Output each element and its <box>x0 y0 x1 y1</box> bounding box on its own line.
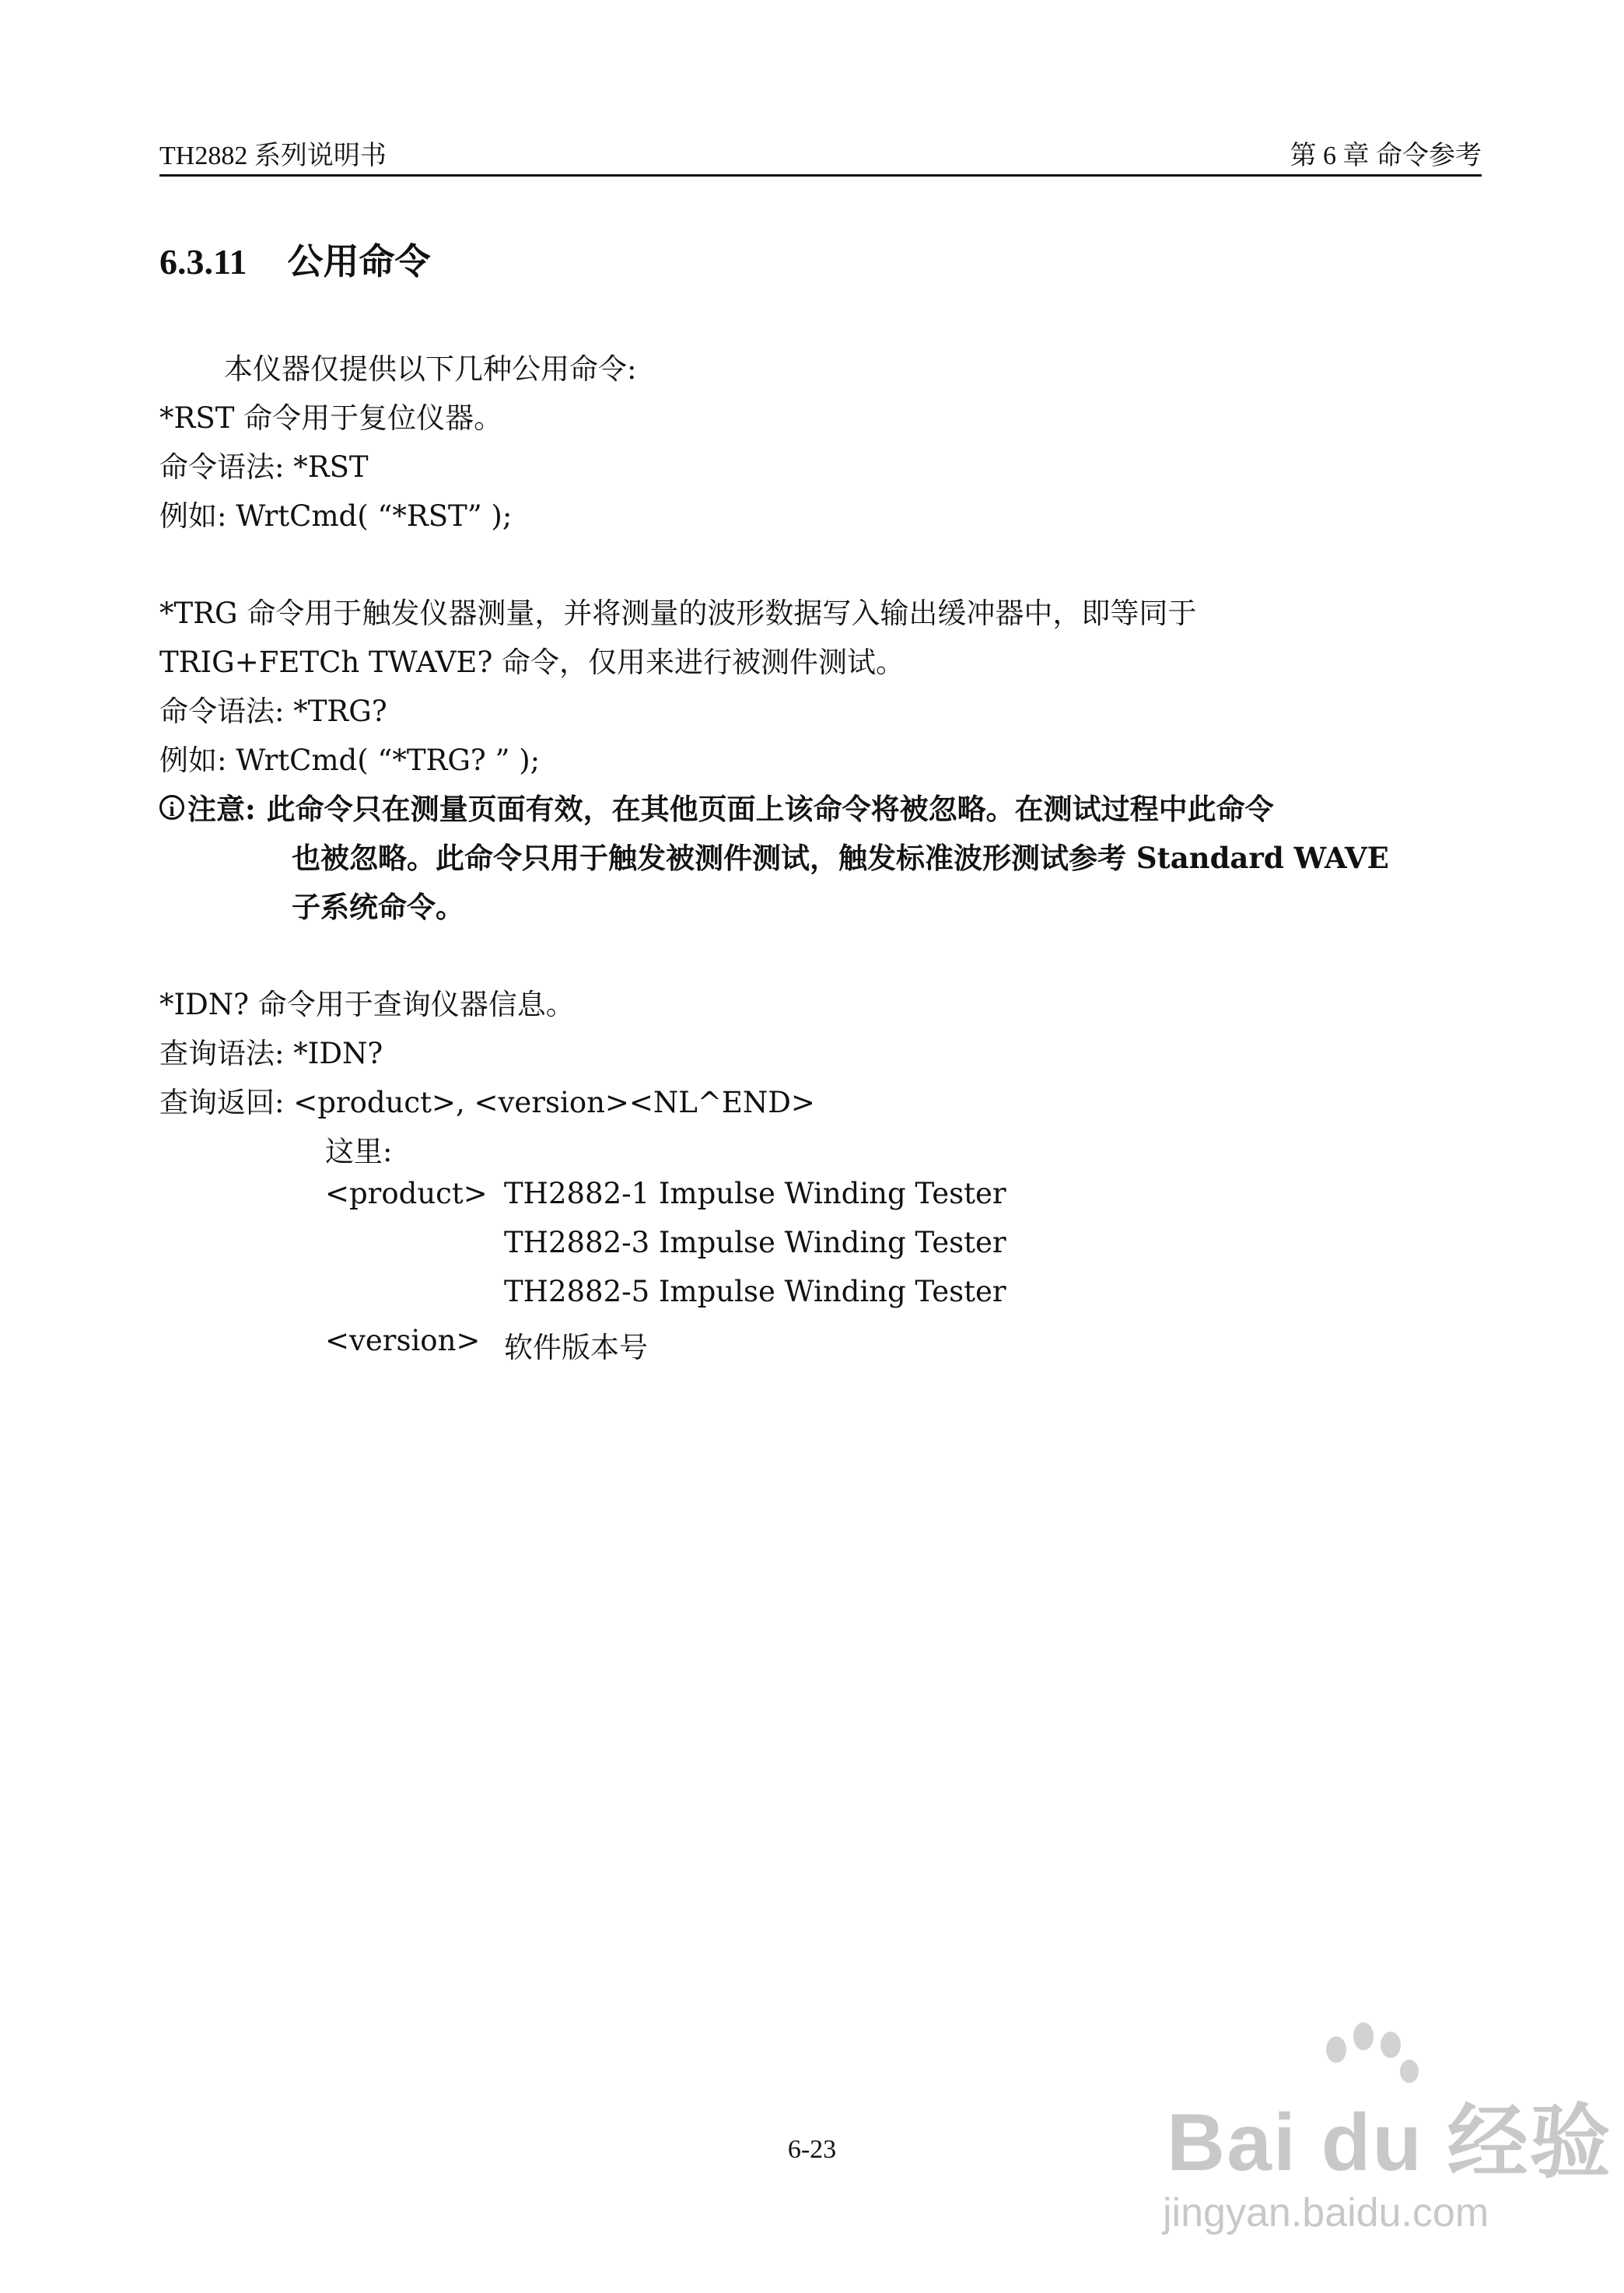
idn-syntax: 查询语法: *IDN? <box>159 1037 383 1070</box>
section-number: 6.3.11 <box>159 242 247 282</box>
version-label: <version> <box>325 1324 481 1357</box>
section-title <box>159 233 430 285</box>
trg-example: 例如: WrtCmd( “*TRG? ” ); <box>159 744 541 777</box>
info-circle-icon: i <box>159 795 184 820</box>
idn-desc: *IDN? 命令用于查询仪器信息。 <box>159 988 575 1021</box>
trg-note-line1 <box>159 786 1274 828</box>
rst-example: 例如: WrtCmd( “*RST” ); <box>159 499 513 533</box>
intro-text: 本仪器仅提供以下几种公用命令: <box>224 352 637 386</box>
note-label: 注意: <box>187 792 256 826</box>
header-right: 第 6 章 命令参考 <box>1290 142 1482 170</box>
idn-here: 这里: <box>325 1135 393 1168</box>
version-desc: 软件版本号 <box>504 1331 648 1364</box>
header-rule <box>159 174 1482 177</box>
product-item-3: TH2882-5 Impulse Winding Tester <box>504 1275 1006 1308</box>
trg-note-line3: 子系统命令。 <box>292 890 464 924</box>
watermark-url: jingyan.baidu.com <box>1163 2190 1489 2235</box>
product-item-1: TH2882-1 Impulse Winding Tester <box>504 1177 1006 1210</box>
page-number: 6-23 <box>787 2135 837 2164</box>
trg-note-line2: 也被忽略。此命令只用于触发被测件测试，触发标准波形测试参考 Standard WAVE <box>292 841 1389 875</box>
rst-syntax: 命令语法: *RST <box>159 450 369 484</box>
watermark-logo: Bai du 经验 <box>1167 2098 1612 2188</box>
product-label: <product> <box>325 1177 488 1210</box>
header-left: TH2882 系列说明书 <box>159 142 387 170</box>
trg-syntax: 命令语法: *TRG? <box>159 695 387 728</box>
section-name: 公用命令 <box>287 240 431 282</box>
note-text-1: 此命令只在测量页面有效，在其他页面上该命令将被忽略。在测试过程中此命令 <box>266 792 1274 826</box>
rst-desc: *RST 命令用于复位仪器。 <box>159 401 503 435</box>
idn-return: 查询返回: <product>, <version><NL^END> <box>159 1086 815 1119</box>
trg-desc-line2: TRIG+FETCh TWAVE? 命令，仅用来进行被测件测试。 <box>159 646 905 679</box>
trg-desc-line1: *TRG 命令用于触发仪器测量，并将测量的波形数据写入输出缓冲器中，即等同于 <box>159 597 1197 630</box>
product-item-2: TH2882-3 Impulse Winding Tester <box>504 1226 1006 1259</box>
